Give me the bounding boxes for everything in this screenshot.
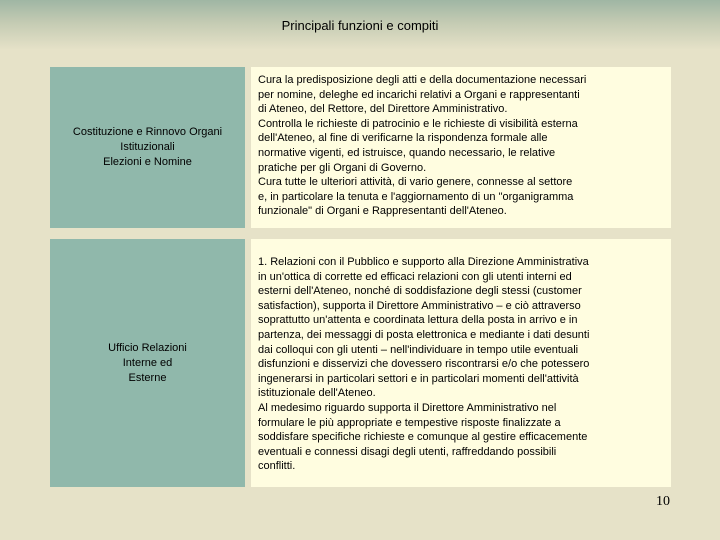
slide-title: Principali funzioni e compiti — [281, 18, 439, 33]
function-label-organi: Costituzione e Rinnovo Organi Istituzionali Elezioni e Nomine — [50, 67, 245, 228]
page-number: 10 — [656, 494, 670, 509]
function-description-urp: 1. Relazioni con il Pubblico e supporto alla Direzione Amministrativa in un'ottica di corrette ed efficaci relazioni con gli utenti interni ed esterni dell'Ateneo, nonché di soddisfazione degli stessi (customer satisfaction), supporta il Direttore Amministrativo – e ciò attraverso soprattutto un'attenta e coordinata lettura della posta in arrivo e in partenza, dei messaggi di posta elettronica e mediante i dati desunti dai colloqui con gli utenti – nell'individuare in tempo utile eventuali disfunzioni e disservizi che dovessero riscontrarsi e/o che potessero ingenerarsi in particolari settori e in particolari momenti dell'attività istituzionale dell'Ateneo. Al medesimo riguardo supporta il Direttore Amministrativo nel formulare le più appropriate e tempestive risposte finalizzate a soddisfare specifiche richieste e comunque al gestire efficacemente eventuali e connessi disagi degli utenti, raffreddando possibili conflitti. — [251, 239, 671, 487]
function-description-organi: Cura la predisposizione degli atti e della documentazione necessari per nomine, deleghe ed incarichi relativi a Organi e rappresentanti di Ateneo, del Rettore, del Direttore Amministrativo. Controlla le richieste di patrocinio e le richieste di visibilità esterna dell'Ateneo, al fine di verificarne la rispondenza formale alle normative vigenti, ed istruisce, quando necessario, le relative pratiche per gli Organi di Governo. Cura tutte le ulteriori attività, di vario genere, connesse al settore e, in particolare la tenuta e l'aggiornamento di un "organigramma funzionale" di Organi e Rappresentanti dell'Ateneo. — [251, 67, 671, 228]
function-label-urp: Ufficio Relazioni Interne ed Esterne — [50, 239, 245, 487]
